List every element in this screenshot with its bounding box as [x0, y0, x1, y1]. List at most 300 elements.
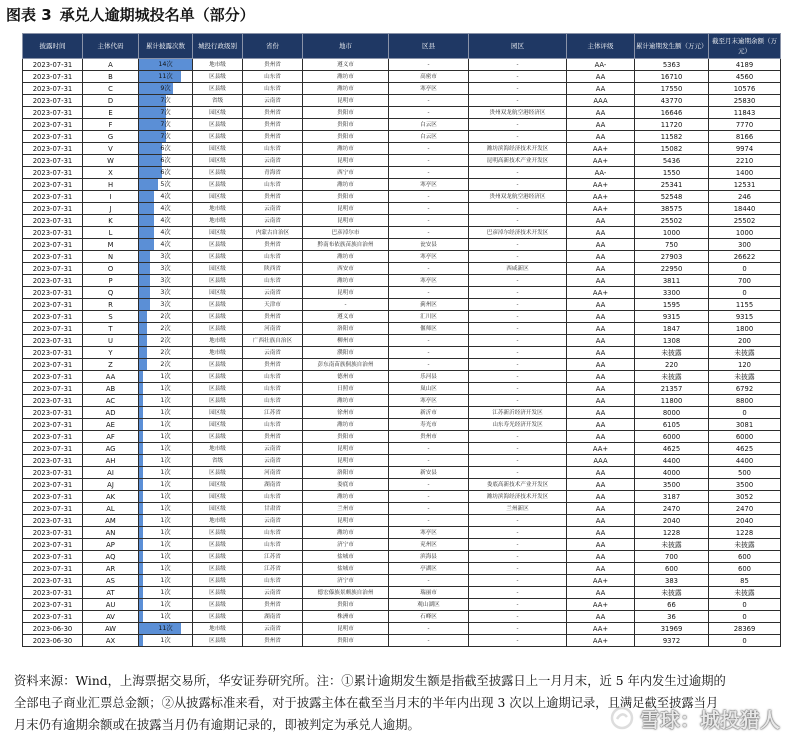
cell-disclosure-count: [139, 131, 193, 143]
cell-county: -: [389, 143, 469, 155]
cell-province: 山东省: [243, 143, 303, 155]
count-label: 2次: [160, 361, 171, 368]
cell-date: 2023-07-31: [23, 383, 83, 395]
cell-park: -: [469, 539, 567, 551]
cell-overdue-amount: 2470: [635, 503, 709, 515]
cell-province: 甘肃省: [243, 503, 303, 515]
cell-overdue-balance: 25830: [709, 95, 781, 107]
cell-date: 2023-07-31: [23, 119, 83, 131]
cell-rating: AA+: [567, 155, 635, 167]
cell-date: 2023-07-31: [23, 215, 83, 227]
cell-county: 滨海县: [389, 551, 469, 563]
cell-code: AX: [83, 635, 139, 647]
cell-date: 2023-06-30: [23, 623, 83, 635]
cell-overdue-amount: 未披露: [635, 587, 709, 599]
cell-overdue-amount: 5436: [635, 155, 709, 167]
table-row: [23, 227, 781, 239]
cell-overdue-amount: 1228: [635, 527, 709, 539]
cell-code: AR: [83, 563, 139, 575]
cell-park: 娄底高新技术产业开发区: [469, 479, 567, 491]
cell-county: 寒亭区: [389, 527, 469, 539]
cell-date: 2023-07-31: [23, 323, 83, 335]
cell-overdue-amount: 1595: [635, 299, 709, 311]
cell-park: -: [469, 551, 567, 563]
count-label: 3次: [160, 289, 171, 296]
cell-code: AW: [83, 623, 139, 635]
cell-date: 2023-07-31: [23, 479, 83, 491]
cell-code: A: [83, 59, 139, 71]
cell-county: -: [389, 167, 469, 179]
cell-rating: AA: [567, 131, 635, 143]
table-row: [23, 359, 781, 371]
cell-rating: AA: [567, 263, 635, 275]
cell-overdue-amount: 11582: [635, 131, 709, 143]
cell-disclosure-count: [139, 575, 193, 587]
table-row: [23, 95, 781, 107]
count-bar: [139, 515, 143, 526]
count-label: 14次: [158, 61, 173, 68]
cell-overdue-balance: 未披露: [709, 371, 781, 383]
count-label: 1次: [160, 421, 171, 428]
cell-overdue-amount: 2040: [635, 515, 709, 527]
cell-overdue-amount: 27903: [635, 251, 709, 263]
figure-title: [6, 4, 255, 26]
cell-disclosure-count: [139, 83, 193, 95]
cell-code: AI: [83, 467, 139, 479]
cell-level: 园区级: [193, 503, 243, 515]
cell-overdue-balance: 7770: [709, 119, 781, 131]
cell-county: -: [389, 215, 469, 227]
cell-county: -: [389, 455, 469, 467]
cell-overdue-balance: 1400: [709, 167, 781, 179]
cell-county: -: [389, 227, 469, 239]
table-row: [23, 215, 781, 227]
cell-rating: AA: [567, 239, 635, 251]
cell-city: 潍坊市: [303, 395, 389, 407]
cell-rating: AA+: [567, 143, 635, 155]
cell-county: -: [389, 515, 469, 527]
count-label: 5次: [160, 181, 171, 188]
count-bar: [139, 251, 150, 262]
cell-rating: AA: [567, 407, 635, 419]
cell-code: M: [83, 239, 139, 251]
table-row: [23, 503, 781, 515]
cell-overdue-amount: 16710: [635, 71, 709, 83]
cell-province: 云南省: [243, 287, 303, 299]
cell-code: AQ: [83, 551, 139, 563]
cell-code: L: [83, 227, 139, 239]
cell-city: 昆明市: [303, 95, 389, 107]
cell-city: 西安市: [303, 263, 389, 275]
cell-date: 2023-07-31: [23, 587, 83, 599]
count-label: 4次: [160, 229, 171, 236]
cell-overdue-amount: 36: [635, 611, 709, 623]
cell-disclosure-count: [139, 371, 193, 383]
cell-date: 2023-07-31: [23, 527, 83, 539]
cell-county: -: [389, 203, 469, 215]
cell-overdue-amount: 未披露: [635, 539, 709, 551]
count-bar: [139, 431, 143, 442]
cell-province: 青海省: [243, 167, 303, 179]
cell-city: 潍坊市: [303, 419, 389, 431]
cell-city: 德州市: [303, 371, 389, 383]
cell-county: -: [389, 59, 469, 71]
table-row: [23, 395, 781, 407]
cell-overdue-amount: 1308: [635, 335, 709, 347]
cell-overdue-balance: 1155: [709, 299, 781, 311]
cell-rating: AA-: [567, 59, 635, 71]
cell-date: 2023-07-31: [23, 443, 83, 455]
cell-park: -: [469, 287, 567, 299]
cell-date: 2023-07-31: [23, 431, 83, 443]
cell-date: 2023-07-31: [23, 107, 83, 119]
cell-county: -: [389, 359, 469, 371]
cell-park: 江苏新沂经济开发区: [469, 407, 567, 419]
cell-province: 山东省: [243, 539, 303, 551]
cell-county: -: [389, 335, 469, 347]
count-bar: [139, 371, 143, 382]
cell-overdue-amount: 600: [635, 563, 709, 575]
cell-date: 2023-07-31: [23, 179, 83, 191]
cell-overdue-amount: 3500: [635, 479, 709, 491]
cell-level: 地市级: [193, 443, 243, 455]
cell-disclosure-count: [139, 95, 193, 107]
cell-county: 岚山区: [389, 383, 469, 395]
cell-county: 蓟州区: [389, 299, 469, 311]
cell-rating: AA+: [567, 287, 635, 299]
table-row: [23, 479, 781, 491]
cell-park: -: [469, 119, 567, 131]
table-row: [23, 287, 781, 299]
cell-disclosure-count: [139, 275, 193, 287]
cell-city: 遵义市: [303, 59, 389, 71]
cell-city: 德宏傣族景颇族自治州: [303, 587, 389, 599]
cell-date: 2023-07-31: [23, 395, 83, 407]
cell-code: AB: [83, 383, 139, 395]
table-row: [23, 563, 781, 575]
count-bar: [139, 455, 143, 466]
cell-disclosure-count: [139, 143, 193, 155]
cell-level: 地市级: [193, 203, 243, 215]
cell-county: 石峰区: [389, 611, 469, 623]
cell-overdue-balance: 18440: [709, 203, 781, 215]
count-bar: [139, 359, 147, 370]
cell-overdue-balance: 0: [709, 635, 781, 647]
cell-overdue-amount: 未披露: [635, 371, 709, 383]
cell-disclosure-count: [139, 59, 193, 71]
cell-city: 潍坊市: [303, 179, 389, 191]
count-bar: [139, 275, 150, 286]
count-bar: [139, 143, 162, 154]
cell-park: 兰州新区: [469, 503, 567, 515]
cell-rating: AA: [567, 359, 635, 371]
count-bar: [139, 587, 143, 598]
table-row: [23, 611, 781, 623]
cell-rating: AA+: [567, 575, 635, 587]
cell-county: 白云区: [389, 131, 469, 143]
cell-park: -: [469, 359, 567, 371]
table-row: [23, 455, 781, 467]
cell-overdue-balance: 未披露: [709, 587, 781, 599]
table-row: [23, 527, 781, 539]
count-label: 7次: [160, 109, 171, 116]
cell-park: -: [469, 323, 567, 335]
cell-park: -: [469, 275, 567, 287]
table-row: [23, 299, 781, 311]
cell-overdue-balance: 28369: [709, 623, 781, 635]
cell-province: 山东省: [243, 71, 303, 83]
cell-level: 园区级: [193, 107, 243, 119]
cell-date: 2023-07-31: [23, 287, 83, 299]
cell-city: 贵阳市: [303, 107, 389, 119]
count-label: 4次: [160, 217, 171, 224]
cell-level: 区县级: [193, 131, 243, 143]
cell-overdue-amount: 700: [635, 551, 709, 563]
cell-code: K: [83, 215, 139, 227]
header-date: 披露时间: [23, 34, 83, 59]
cell-county: 寒亭区: [389, 83, 469, 95]
cell-overdue-amount: 1000: [635, 227, 709, 239]
table-row: [23, 275, 781, 287]
cell-code: D: [83, 95, 139, 107]
count-label: 4次: [160, 205, 171, 212]
table-row: [23, 431, 781, 443]
table-row: [23, 371, 781, 383]
cell-date: 2023-07-31: [23, 515, 83, 527]
table-row: [23, 71, 781, 83]
cell-level: 区县级: [193, 83, 243, 95]
cell-date: 2023-07-31: [23, 599, 83, 611]
cell-level: 园区级: [193, 227, 243, 239]
cell-rating: AA+: [567, 599, 635, 611]
count-label: 1次: [160, 577, 171, 584]
cell-disclosure-count: [139, 215, 193, 227]
cell-code: AP: [83, 539, 139, 551]
count-bar: [139, 191, 154, 202]
count-label: 6次: [160, 145, 171, 152]
count-label: 11次: [158, 625, 173, 632]
cell-city: 盐城市: [303, 563, 389, 575]
cell-rating: AA: [567, 107, 635, 119]
cell-disclosure-count: [139, 515, 193, 527]
count-bar: [139, 599, 143, 610]
cell-overdue-balance: 8800: [709, 395, 781, 407]
cell-overdue-amount: 未披露: [635, 347, 709, 359]
count-label: 1次: [160, 589, 171, 596]
cell-rating: AA: [567, 227, 635, 239]
cell-city: 潍坊市: [303, 143, 389, 155]
table-row: [23, 491, 781, 503]
cell-province: 贵州省: [243, 239, 303, 251]
cell-province: 山东省: [243, 395, 303, 407]
cell-disclosure-count: [139, 119, 193, 131]
cell-date: 2023-07-31: [23, 239, 83, 251]
table-row: [23, 575, 781, 587]
cell-level: 区县级: [193, 311, 243, 323]
cell-date: 2023-07-31: [23, 143, 83, 155]
cell-rating: AA-: [567, 167, 635, 179]
cell-overdue-balance: 4560: [709, 71, 781, 83]
count-bar: [139, 539, 143, 550]
cell-level: 地市级: [193, 515, 243, 527]
count-label: 1次: [160, 565, 171, 572]
cell-disclosure-count: [139, 431, 193, 443]
cell-level: 区县级: [193, 635, 243, 647]
cell-overdue-amount: 9372: [635, 635, 709, 647]
cell-park: -: [469, 95, 567, 107]
cell-overdue-balance: 2210: [709, 155, 781, 167]
cell-city: 昆明市: [303, 287, 389, 299]
cell-level: 区县级: [193, 275, 243, 287]
cell-code: O: [83, 263, 139, 275]
count-label: 9次: [160, 85, 171, 92]
cell-date: 2023-07-31: [23, 455, 83, 467]
cell-park: -: [469, 383, 567, 395]
cell-overdue-amount: 6000: [635, 431, 709, 443]
cell-date: 2023-07-31: [23, 95, 83, 107]
cell-county: 亭湖区: [389, 563, 469, 575]
cell-county: 白云区: [389, 119, 469, 131]
cell-park: 潍坊滨海经济技术开发区: [469, 491, 567, 503]
cell-disclosure-count: [139, 251, 193, 263]
cell-rating: AA: [567, 215, 635, 227]
cell-code: X: [83, 167, 139, 179]
cell-rating: AA: [567, 419, 635, 431]
table-row: [23, 551, 781, 563]
count-label: 7次: [160, 121, 171, 128]
count-label: 1次: [160, 553, 171, 560]
count-bar: [139, 395, 143, 406]
cell-park: -: [469, 203, 567, 215]
cell-province: 云南省: [243, 587, 303, 599]
header-overdue-amount: 累计逾期发生额（万元）: [635, 34, 709, 59]
cell-level: 区县级: [193, 467, 243, 479]
cell-rating: AA: [567, 251, 635, 263]
cell-date: 2023-07-31: [23, 299, 83, 311]
cell-province: 江苏省: [243, 551, 303, 563]
cell-province: 山东省: [243, 419, 303, 431]
cell-code: AU: [83, 599, 139, 611]
cell-date: 2023-07-31: [23, 407, 83, 419]
cell-overdue-balance: 0: [709, 407, 781, 419]
source-note-line-1: 资料来源：Wind，上海票据交易所，华安证券研究所。注：①累计逾期发生额是指截至披露日上一月月末，近 5 年内发生过逾期的: [14, 674, 726, 688]
count-bar: [139, 635, 143, 646]
cell-level: 园区级: [193, 419, 243, 431]
table-row: [23, 107, 781, 119]
cell-overdue-balance: 1800: [709, 323, 781, 335]
cell-disclosure-count: [139, 227, 193, 239]
cell-overdue-amount: 25502: [635, 215, 709, 227]
cell-overdue-amount: 11800: [635, 395, 709, 407]
cell-overdue-amount: 66: [635, 599, 709, 611]
cell-rating: AA+: [567, 191, 635, 203]
count-bar: [139, 215, 154, 226]
cell-level: 园区级: [193, 407, 243, 419]
cell-province: 湖南省: [243, 611, 303, 623]
cell-overdue-amount: 38575: [635, 203, 709, 215]
cell-overdue-amount: 31969: [635, 623, 709, 635]
cell-overdue-amount: 11720: [635, 119, 709, 131]
count-bar: [139, 263, 150, 274]
cell-park: 潍坊滨海经济技术开发区: [469, 143, 567, 155]
cell-overdue-amount: 4400: [635, 455, 709, 467]
cell-city: 昆明市: [303, 455, 389, 467]
cell-level: 区县级: [193, 527, 243, 539]
cell-province: 贵州省: [243, 131, 303, 143]
cell-level: 地市级: [193, 623, 243, 635]
cell-disclosure-count: [139, 167, 193, 179]
cell-province: 山东省: [243, 383, 303, 395]
cell-park: -: [469, 371, 567, 383]
cell-rating: AA: [567, 383, 635, 395]
cell-date: 2023-07-31: [23, 563, 83, 575]
cell-overdue-balance: 4625: [709, 443, 781, 455]
cell-city: 贵阳市: [303, 119, 389, 131]
cell-level: 区县级: [193, 323, 243, 335]
cell-rating: AA: [567, 347, 635, 359]
cell-city: 潍坊市: [303, 83, 389, 95]
cell-rating: AA: [567, 119, 635, 131]
cell-disclosure-count: [139, 551, 193, 563]
cell-code: T: [83, 323, 139, 335]
cell-park: -: [469, 611, 567, 623]
cell-city: 昆明市: [303, 215, 389, 227]
cell-disclosure-count: [139, 263, 193, 275]
cell-park: -: [469, 179, 567, 191]
table-row: [23, 599, 781, 611]
cell-overdue-balance: 未披露: [709, 539, 781, 551]
cell-province: 贵州省: [243, 59, 303, 71]
cell-park: -: [469, 239, 567, 251]
cell-disclosure-count: [139, 635, 193, 647]
cell-city: 贵阳市: [303, 431, 389, 443]
cell-level: 区县级: [193, 611, 243, 623]
cell-code: S: [83, 311, 139, 323]
cell-rating: AA: [567, 395, 635, 407]
cell-disclosure-count: [139, 467, 193, 479]
cell-province: 山东省: [243, 491, 303, 503]
cell-overdue-amount: 5363: [635, 59, 709, 71]
cell-province: 山东省: [243, 575, 303, 587]
table-row: [23, 335, 781, 347]
cell-overdue-balance: 9315: [709, 311, 781, 323]
cell-date: 2023-07-31: [23, 251, 83, 263]
cell-date: 2023-07-31: [23, 83, 83, 95]
cell-rating: AA: [567, 323, 635, 335]
cell-code: Q: [83, 287, 139, 299]
cell-date: 2023-07-31: [23, 155, 83, 167]
cell-date: 2023-07-31: [23, 263, 83, 275]
cell-city: 娄底市: [303, 479, 389, 491]
cell-overdue-amount: 25341: [635, 179, 709, 191]
count-label: 11次: [158, 73, 173, 80]
header-overdue-balance: 截至月末逾期余额（万元）: [709, 34, 781, 59]
cell-disclosure-count: [139, 623, 193, 635]
cell-city: 巴彦淖尔市: [303, 227, 389, 239]
cell-city: -: [303, 299, 389, 311]
cell-rating: AA+: [567, 635, 635, 647]
header-rating: 主体评级: [567, 34, 635, 59]
cell-park: 昆明高新技术产业开发区: [469, 155, 567, 167]
cell-disclosure-count: [139, 503, 193, 515]
cell-level: 地市级: [193, 215, 243, 227]
cell-province: 云南省: [243, 203, 303, 215]
cell-code: AC: [83, 395, 139, 407]
cell-overdue-balance: 8166: [709, 131, 781, 143]
cell-date: 2023-06-30: [23, 635, 83, 647]
count-label: 1次: [160, 637, 171, 644]
cell-county: -: [389, 107, 469, 119]
